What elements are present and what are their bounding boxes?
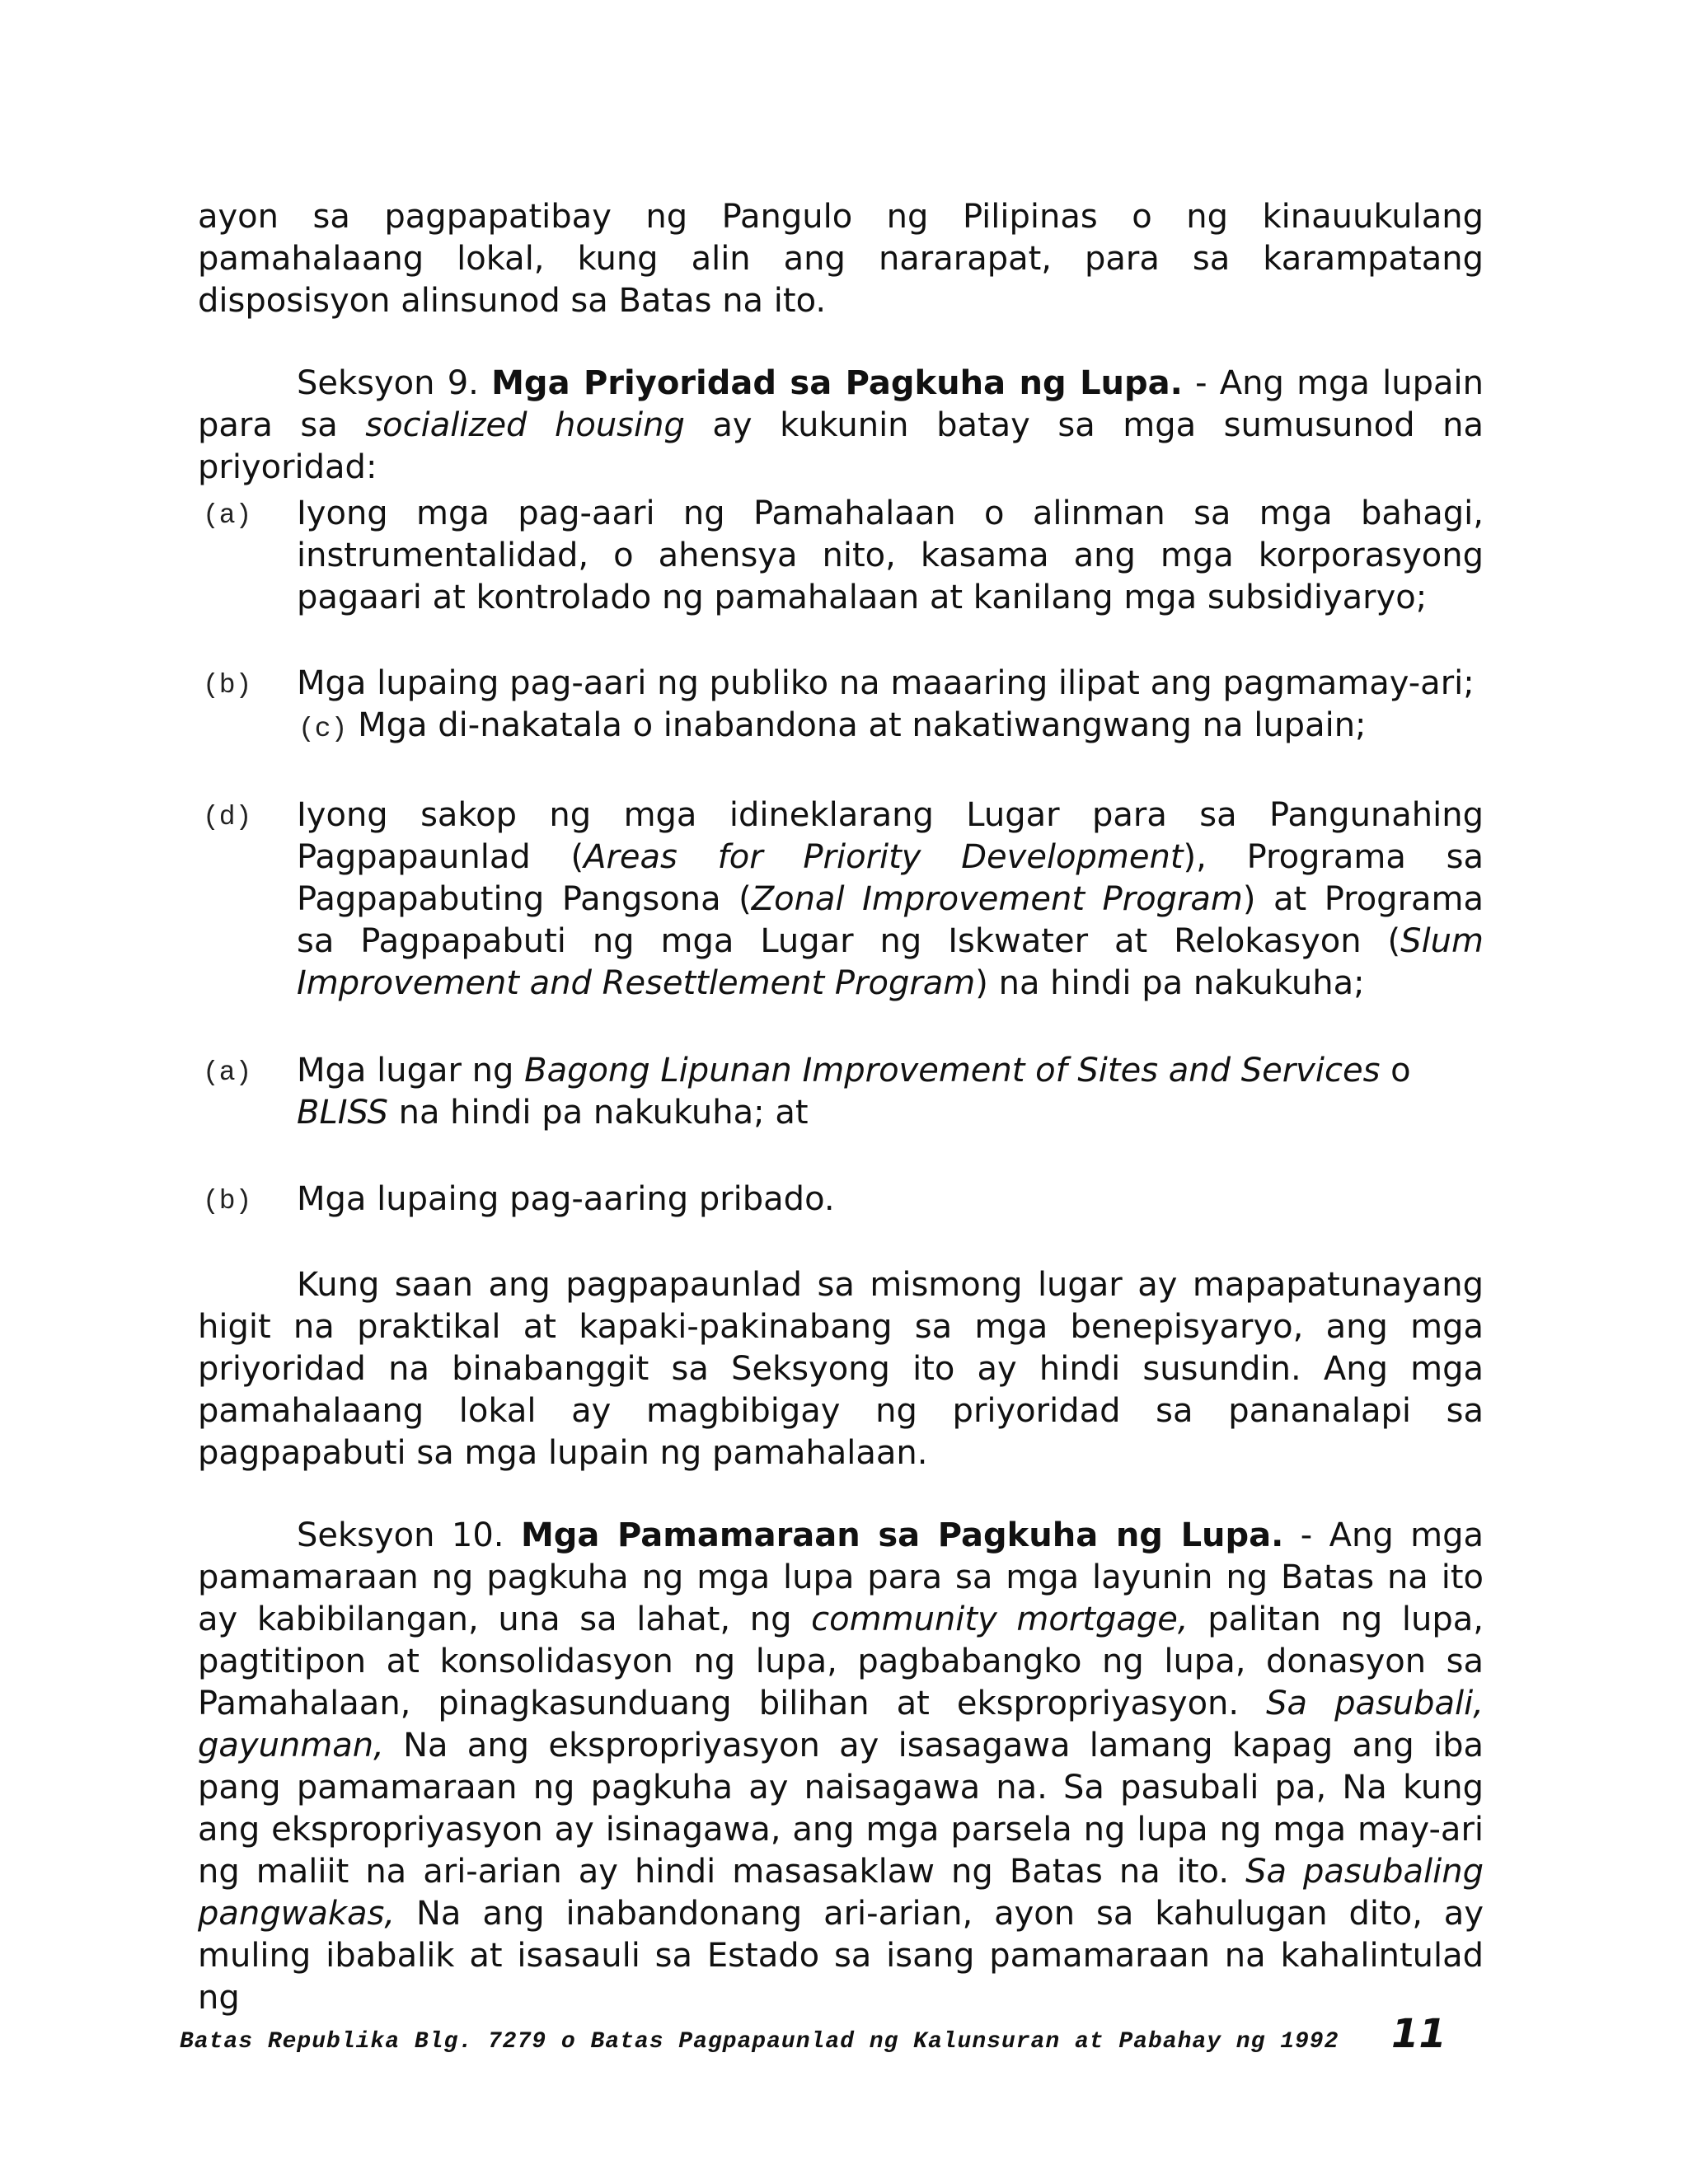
list-marker: (a)	[203, 1057, 252, 1088]
section-10-paragraph	[198, 1515, 1484, 2019]
list-marker: (b)	[203, 1186, 252, 1216]
d-text-2: ), Programa sa Pagpapabuting Pangsona (	[297, 838, 1484, 918]
list-item-d-1	[198, 794, 1484, 1005]
d-text-3: ) at Programa sa Pagpapabuti ng mga Lugar ng Iskwater at Relokasyon (	[297, 880, 1484, 960]
list-item-text: Mga lupaing pag-aari ng publiko na maaaring ilipat ang pagmamay-ari;	[297, 664, 1475, 702]
list-item-text	[298, 705, 1484, 750]
list-item-a-2	[198, 1050, 1484, 1134]
a2-text-2: o	[1380, 1052, 1411, 1090]
section-10-label: Seksyon 10.	[297, 1516, 521, 1554]
list-item-b-1	[198, 663, 1484, 705]
section-9-paragraph	[198, 363, 1484, 489]
s10-italic-3: Sa pasubaling pangwakas,	[198, 1853, 1484, 1933]
a2-italic-1: Bagong Lipunan Improvement of Sites and Services	[524, 1052, 1381, 1090]
s10-text-b: palitan ng lupa, pagtitipon at konsolidasyon ng lupa, pagbabangko ng lupa, donasyon sa Pamahalaan, pinagkasunduang bilihan at ekspropriyasyon.	[198, 1601, 1484, 1722]
d-italic-2: Zonal Improvement Program	[751, 880, 1243, 918]
list-marker: (b)	[203, 670, 252, 701]
s10-text-c: Na ang ekspropriyasyon ay isasagawa lamang kapag ang iba pang pamamaraan ng pagkuha ay naisagawa na. Sa pasubali pa, Na kung ang ekspropriyasyon ay isinagawa, ang mga parsela ng lupa ng mga may-ari ng maliit na ari-arian ay hindi masasaklaw ng Batas na ito.	[198, 1727, 1484, 1891]
d-italic-1: Areas for Priority Development	[584, 838, 1184, 876]
s10-italic-1: community mortgage,	[811, 1601, 1189, 1638]
list-marker: (c)	[298, 714, 348, 744]
a2-text-3: na hindi pa nakukuha; at	[387, 1094, 809, 1132]
list-item-text	[297, 794, 1484, 1005]
section-9-text-2: ay kukunin batay sa mga sumusunod na priyoridad:	[198, 406, 1484, 486]
section-9-title: Mga Priyoridad sa Pagkuha ng Lupa.	[491, 364, 1183, 402]
a2-italic-2: BLISS	[297, 1094, 388, 1132]
list-marker: (d)	[203, 802, 252, 832]
page-number: 11	[1391, 2011, 1447, 2057]
section-9-italic: socialized housing	[365, 406, 685, 444]
list-marker: (a)	[203, 500, 252, 531]
list-item-c-1	[198, 705, 1484, 750]
d-italic-3: Slum Improvement and Resettlement Program	[297, 922, 1484, 1002]
page-footer	[180, 2011, 1498, 2060]
a2-text-1: Mga lugar ng	[297, 1052, 525, 1090]
s10-text-a: - Ang mga pamamaraan ng pagkuha ng mga lupa para sa mga layunin ng Batas na ito ay kabibilangan, una sa lahat, ng	[198, 1516, 1484, 1638]
s10-text-d: Na ang inabandonang ari-arian, ayon sa kahulugan dito, ay muling ibabalik at isasauli sa Estado sa isang pamamaraan na kahalintulad ng	[198, 1895, 1484, 2017]
d-text-1: Iyong sakop ng mga idineklarang Lugar para sa Pangunahing Pagpapaunlad (	[297, 796, 1484, 876]
list-item-a-1	[198, 493, 1484, 619]
list-item-c-text: Mga di-nakatala o inabandona at nakatiwangwang na lupain;	[358, 706, 1367, 744]
paragraph-continuation: ayon sa pagpapatibay ng Pangulo ng Pilipinas o ng kinauukulang pamahalaang lokal, kung alin ang nararapat, para sa karampatang disposisyon alinsunod sa Batas na ito.	[198, 198, 1484, 320]
section-9-label: Seksyon 9.	[297, 364, 492, 402]
list-item-text: Iyong mga pag-aari ng Pamahalaan o alinman sa mga bahagi, instrumentalidad, o ahensya nito, kasama ang mga korporasyong pagaari at kontrolado ng pamahalaan at kanilang mga subsidiyaryo;	[297, 494, 1484, 616]
list-item-text	[297, 1050, 1484, 1134]
section-9-text-1: - Ang mga lupain para sa	[198, 364, 1484, 444]
footer-title: Batas Republika Blg. 7279 o Batas Pagpapaunlad ng Kalunsuran at Pabahay ng 1992	[180, 2029, 1339, 2055]
paragraph-kung-saan: Kung saan ang pagpapaunlad sa mismong lugar ay mapapatunayang higit na praktikal at kapaki-pakinabang sa mga benepisyaryo, ang mga priyoridad na binabanggit sa Seksyong ito ay hindi susundin. Ang mga pamahalaang lokal ay magbibigay ng priyoridad sa pananalapi sa pagpapabuti sa mga lupain ng pamahalaan.	[198, 1266, 1484, 1472]
list-item-b-2	[198, 1179, 1484, 1221]
list-item-text: Mga lupaing pag-aaring pribado.	[297, 1180, 835, 1218]
section-10-title: Mga Pamamaraan sa Pagkuha ng Lupa.	[520, 1516, 1284, 1554]
s10-italic-2: Sa pasubali, gayunman,	[198, 1685, 1484, 1765]
d-text-4: ) na hindi pa nakukuha;	[975, 964, 1365, 1002]
